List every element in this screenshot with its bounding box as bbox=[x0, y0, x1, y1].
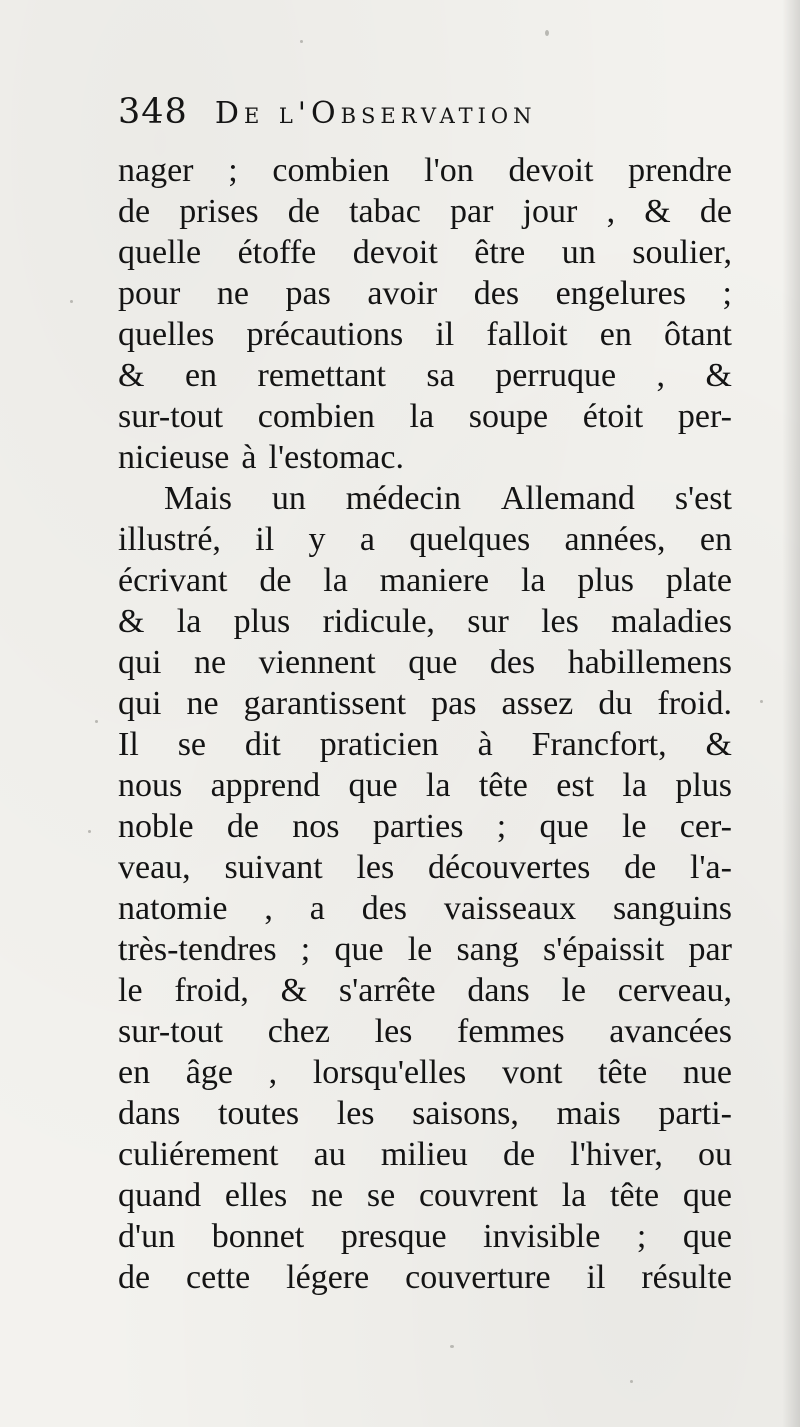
text-line: pour ne pas avoir des engelures ; bbox=[118, 275, 732, 312]
text-line: noble de nos parties ; que le cer- bbox=[118, 808, 732, 845]
text-line: culiérement au milieu de l'hiver, ou bbox=[118, 1136, 732, 1173]
paper-speck bbox=[95, 720, 98, 723]
text-line: nous apprend que la tête est la plus bbox=[118, 767, 732, 804]
running-title: De l'Observation bbox=[214, 96, 537, 131]
text-line: illustré, il y a quelques années, en bbox=[118, 521, 732, 558]
text-line: en âge , lorsqu'elles vont tête nue bbox=[118, 1054, 732, 1091]
text-line: sur-tout combien la soupe étoit per- bbox=[118, 398, 732, 435]
text-line: Il se dit praticien à Francfort, & bbox=[118, 726, 732, 763]
paper-speck bbox=[630, 1380, 633, 1383]
text-line: qui ne garantissent pas assez du froid. bbox=[118, 685, 732, 722]
text-line: dans toutes les saisons, mais parti- bbox=[118, 1095, 732, 1132]
page-edge-shadow bbox=[782, 0, 800, 1427]
text-line: & en remettant sa perruque , & bbox=[118, 357, 732, 394]
text-line: veau, suivant les découvertes de l'a- bbox=[118, 849, 732, 886]
text-line: qui ne viennent que des habillemens bbox=[118, 644, 732, 681]
text-line: de cette légere couverture il résulte bbox=[118, 1259, 732, 1296]
text-line: nager ; combien l'on devoit prendre bbox=[118, 152, 732, 189]
body-text bbox=[118, 150, 732, 1310]
text-line: natomie , a des vaisseaux sanguins bbox=[118, 890, 732, 927]
paper-speck bbox=[300, 40, 303, 43]
text-line: quand elles ne se couvrent la tête que bbox=[118, 1177, 732, 1214]
text-line: de prises de tabac par jour , & de bbox=[118, 193, 732, 230]
text-line: très-tendres ; que le sang s'épaissit par bbox=[118, 931, 732, 968]
paper-speck bbox=[760, 700, 763, 703]
text-line: écrivant de la maniere la plus plate bbox=[118, 562, 732, 599]
paper-speck bbox=[545, 30, 549, 36]
paper-speck bbox=[70, 300, 73, 303]
text-line: d'un bonnet presque invisible ; que bbox=[118, 1218, 732, 1255]
page-header bbox=[118, 92, 758, 148]
paper-speck bbox=[450, 1345, 454, 1348]
text-line: Mais un médecin Allemand s'est bbox=[164, 480, 732, 517]
text-line: quelle étoffe devoit être un soulier, bbox=[118, 234, 732, 271]
text-line: quelles précautions il falloit en ôtant bbox=[118, 316, 732, 353]
text-line: sur-tout chez les femmes avancées bbox=[118, 1013, 732, 1050]
text-line: & la plus ridicule, sur les maladies bbox=[118, 603, 732, 640]
page-number: 348 bbox=[118, 92, 188, 132]
text-line: le froid, & s'arrête dans le cerveau, bbox=[118, 972, 732, 1009]
text-line: nicieuse à l'estomac. bbox=[118, 439, 404, 476]
paper-speck bbox=[88, 830, 91, 833]
